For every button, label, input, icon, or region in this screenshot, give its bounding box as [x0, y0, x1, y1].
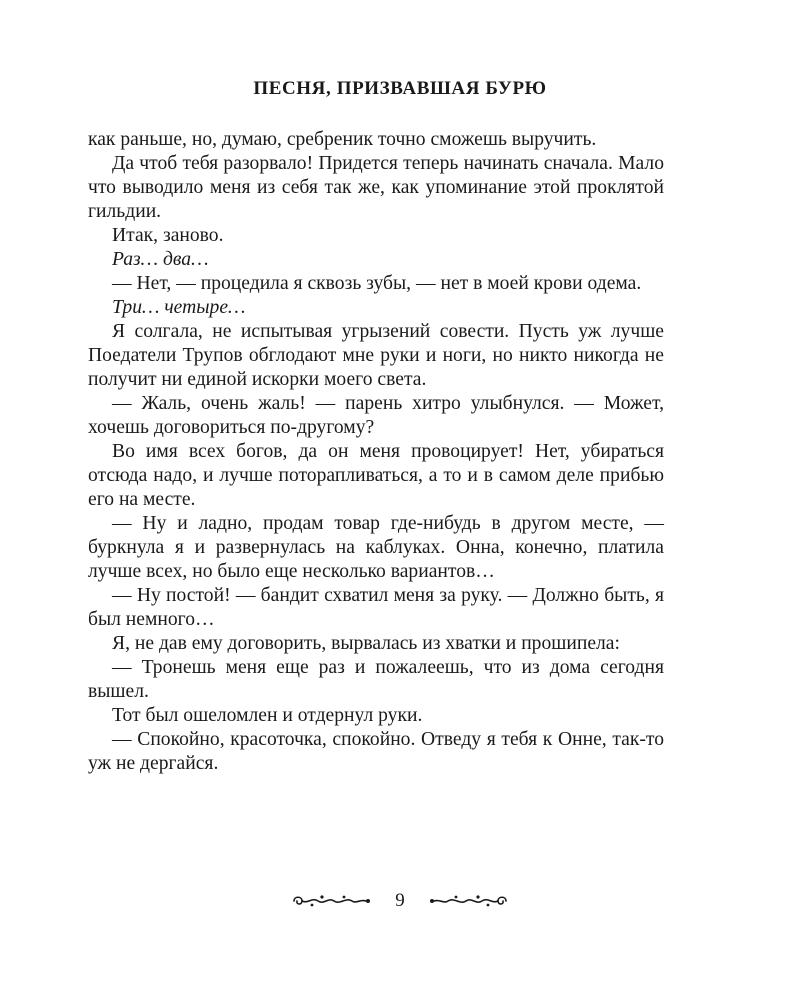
body-text — [88, 128, 664, 776]
paragraph: Да чтоб тебя разорвало! Придется теперь начинать сначала. Мало что выводило меня из себя так же, как упоминание этой проклятой гильдии. — [88, 153, 664, 222]
page-footer — [0, 886, 800, 916]
paragraph: Я, не дав ему договорить, вырвалась из хватки и прошипела: — [112, 633, 620, 654]
paragraph: как раньше, но, думаю, сребреник точно сможешь выручить. — [88, 129, 597, 150]
paragraph: Во имя всех богов, да он меня провоцирует! Нет, убираться отсюда надо, и лучше поторапливаться, а то и в самом деле прибью его на месте. — [88, 441, 664, 510]
running-header-title: ПЕСНЯ, ПРИЗВАВШАЯ БУРЮ — [253, 78, 547, 99]
paragraph: Итак, заново. — [112, 225, 224, 246]
paragraph: — Тронешь меня еще раз и пожалеешь, что из дома сегодня вышел. — [88, 657, 664, 702]
paragraph: Три… четыре… — [112, 297, 246, 318]
flourish-ornament-icon — [290, 891, 372, 911]
paragraph: Тот был ошеломлен и отдернул руки. — [112, 705, 423, 726]
paragraph: — Нет, — процедила я сквозь зубы, — нет в моей крови одема. — [112, 273, 642, 294]
paragraph: — Ну и ладно, продам товар где-нибудь в другом месте, — буркнула я и развернулась на каблуках. Онна, конечно, платила лучше всех, но было еще несколько вариантов… — [88, 513, 664, 582]
paragraph: Я солгала, не испытывая угрызений совести. Пусть уж лучше Поедатели Трупов обглодают мне руки и ноги, но никто никогда не получит ни единой искорки моего света. — [88, 321, 664, 390]
paragraph: — Ну постой! — бандит схватил меня за руку. — Должно быть, я был немного… — [88, 585, 664, 630]
paragraph: — Жаль, очень жаль! — парень хитро улыбнулся. — Может, хочешь договориться по-другому? — [88, 393, 664, 438]
paragraph: Раз… два… — [112, 249, 209, 270]
paragraph: — Спокойно, красоточка, спокойно. Отведу я тебя к Онне, так-то уж не дергайся. — [88, 729, 664, 774]
page-number: 9 — [395, 890, 405, 911]
flourish-ornament-icon — [428, 891, 510, 911]
